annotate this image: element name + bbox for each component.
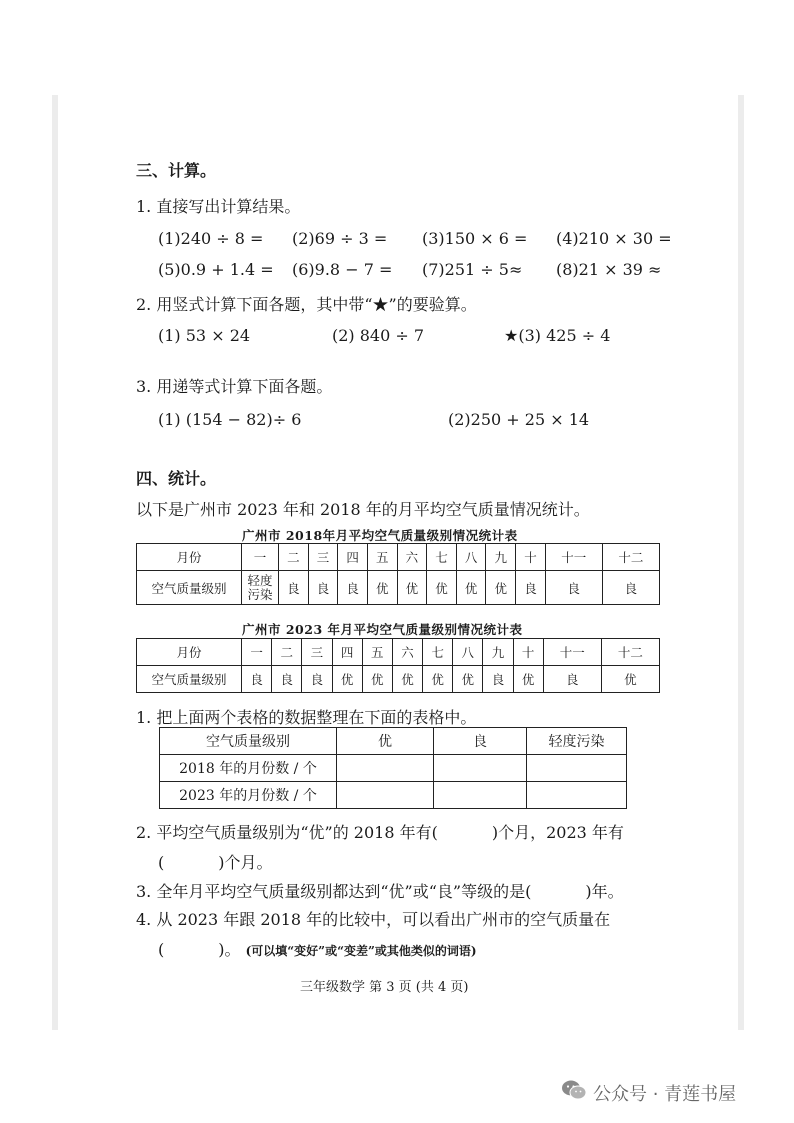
answer-cell[interactable]: [527, 755, 627, 782]
page-left-edge: [52, 95, 58, 1030]
month-cell: 二: [279, 544, 309, 571]
level-cell: 优: [397, 571, 427, 605]
vertical-calc-2: (2) 840 ÷ 7: [332, 326, 425, 345]
summary-header: 良: [434, 728, 527, 755]
expr-1: (1)240 ÷ 8 =: [158, 229, 264, 248]
table-2023-header-label: 月份: [137, 639, 242, 666]
level-cell: 良: [242, 666, 272, 693]
month-cell: 六: [392, 639, 422, 666]
level-cell: 优: [423, 666, 453, 693]
expr-5: (5)0.9 + 1.4 =: [158, 260, 274, 279]
month-cell: 十二: [601, 639, 659, 666]
level-cell: 优: [367, 571, 397, 605]
level-cell: 良: [338, 571, 368, 605]
answer-cell[interactable]: [527, 782, 627, 809]
table-2023-caption: 广州市 2023 年月平均空气质量级别情况统计表: [242, 622, 523, 637]
level-cell: 良: [483, 666, 513, 693]
stepwise-calc-2: (2)250 + 25 × 14: [448, 410, 590, 429]
table-2018: [136, 543, 660, 605]
level-cell: 优: [392, 666, 422, 693]
month-cell: 七: [423, 639, 453, 666]
expr-6: (6)9.8 − 7 =: [292, 260, 393, 279]
table-2023: [136, 638, 660, 693]
level-cell: 优: [513, 666, 543, 693]
level-cell: 优: [427, 571, 457, 605]
table-2018-row-label: 空气质量级别: [137, 571, 242, 605]
month-cell: 三: [302, 639, 332, 666]
s4-intro: 以下是广州市 2023 年和 2018 年的月平均空气质量情况统计。: [136, 500, 590, 519]
level-cell: 良: [302, 666, 332, 693]
level-cell: 良: [602, 571, 659, 605]
month-cell: 四: [338, 544, 368, 571]
month-cell: 二: [272, 639, 302, 666]
month-cell: 十一: [543, 639, 601, 666]
month-cell: 九: [486, 544, 516, 571]
summary-header: 轻度污染: [527, 728, 627, 755]
month-cell: 八: [456, 544, 486, 571]
level-cell: 优: [332, 666, 362, 693]
month-cell: 八: [453, 639, 483, 666]
level-cell: 良: [279, 571, 309, 605]
expr-8: (8)21 × 39 ≈: [556, 260, 662, 279]
month-cell: 七: [427, 544, 457, 571]
level-cell: 优: [486, 571, 516, 605]
month-cell: 一: [242, 639, 272, 666]
s3-q1-text: 1. 直接写出计算结果。: [136, 197, 301, 216]
level-cell: 优: [456, 571, 486, 605]
answer-cell[interactable]: [434, 782, 527, 809]
page-footer: 三年级数学 第 3 页 (共 4 页): [300, 980, 469, 995]
month-cell: 三: [308, 544, 338, 571]
summary-row-label: 2023 年的月份数 / 个: [160, 782, 337, 809]
summary-header: 空气质量级别: [160, 728, 337, 755]
expr-4: (4)210 × 30 =: [556, 229, 672, 248]
s3-q2-text: 2. 用竖式计算下面各题，其中带“★”的要验算。: [136, 295, 477, 314]
expr-7: (7)251 ÷ 5≈: [422, 260, 523, 279]
section-4-title: 四、统计。: [136, 469, 217, 488]
wechat-icon: [561, 1079, 587, 1101]
month-cell: 十: [516, 544, 546, 571]
level-cell: 良: [308, 571, 338, 605]
watermark-text: 公众号 · 青莲书屋: [593, 1084, 737, 1105]
expr-3: (3)150 × 6 =: [422, 229, 528, 248]
level-cell: 优: [453, 666, 483, 693]
summary-header: 优: [337, 728, 434, 755]
level-cell: 良: [545, 571, 602, 605]
vertical-calc-3: ★(3) 425 ÷ 4: [504, 326, 611, 345]
stepwise-calc-1: (1) (154 − 82)÷ 6: [158, 410, 302, 429]
table-2023-row-label: 空气质量级别: [137, 666, 242, 693]
s3-q3-text: 3. 用递等式计算下面各题。: [136, 377, 333, 396]
month-cell: 十一: [545, 544, 602, 571]
answer-cell[interactable]: [337, 755, 434, 782]
month-cell: 九: [483, 639, 513, 666]
s4-q3-line: 3. 全年月平均空气质量级别都达到“优”或“良”等级的是( )年。: [136, 882, 624, 901]
level-cell: 良: [543, 666, 601, 693]
expr-2: (2)69 ÷ 3 =: [292, 229, 388, 248]
month-cell: 五: [367, 544, 397, 571]
month-cell: 十二: [602, 544, 659, 571]
answer-cell[interactable]: [434, 755, 527, 782]
month-cell: 五: [362, 639, 392, 666]
summary-row-label: 2018 年的月份数 / 个: [160, 755, 337, 782]
vertical-calc-1: (1) 53 × 24: [158, 326, 251, 345]
s4-q4-line2: ( )。 (可以填“变好”或“变差”或其他类似的词语): [158, 940, 477, 959]
month-cell: 一: [242, 544, 279, 571]
month-cell: 六: [397, 544, 427, 571]
s4-q2-line1: 2. 平均空气质量级别为“优”的 2018 年有( )个月，2023 年有: [136, 823, 624, 842]
s4-q2-line2: ( )个月。: [158, 853, 273, 872]
summary-table: [159, 727, 627, 809]
s4-q4-line1: 4. 从 2023 年跟 2018 年的比较中，可以看出广州市的空气质量在: [136, 910, 611, 929]
level-cell: 良: [516, 571, 546, 605]
table-2018-header-label: 月份: [137, 544, 242, 571]
hint-note: (可以填“变好”或“变差”或其他类似的词语): [245, 944, 477, 958]
section-3-title: 三、计算。: [136, 161, 217, 180]
answer-cell[interactable]: [337, 782, 434, 809]
page-right-edge: [738, 95, 744, 1030]
level-cell: 优: [601, 666, 659, 693]
level-cell: 良: [272, 666, 302, 693]
month-cell: 十: [513, 639, 543, 666]
table-2018-caption: 广州市 2018年月平均空气质量级别情况统计表: [242, 528, 518, 543]
level-cell: 轻度污染: [242, 571, 279, 605]
month-cell: 四: [332, 639, 362, 666]
level-cell: 优: [362, 666, 392, 693]
s4-q1-text: 1. 把上面两个表格的数据整理在下面的表格中。: [136, 708, 477, 727]
